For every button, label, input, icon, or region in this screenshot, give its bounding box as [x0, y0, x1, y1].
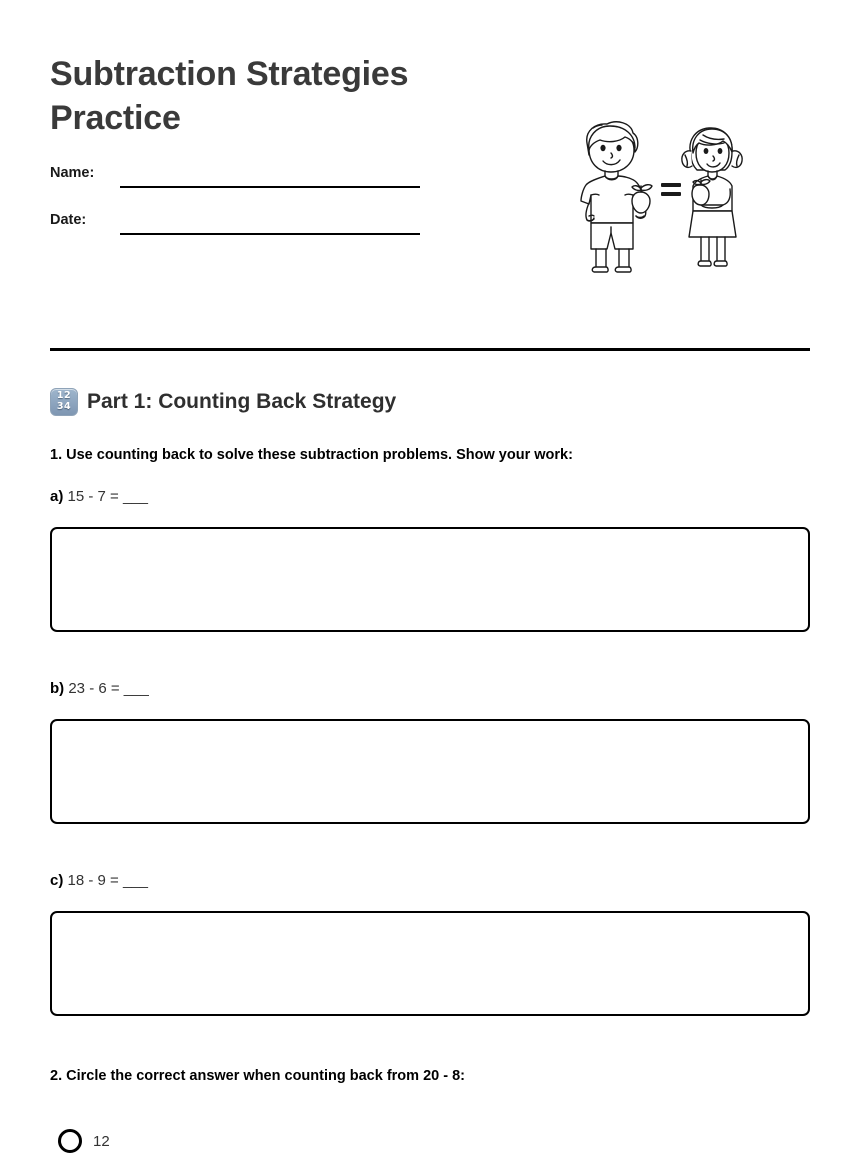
- problem-c-expression: 18 - 9 = ___: [67, 872, 148, 889]
- name-label: Name:: [50, 165, 95, 181]
- section-title: Part 1: Counting Back Strategy: [87, 390, 397, 413]
- answer-box-a[interactable]: [50, 527, 810, 632]
- circle-icon[interactable]: [58, 1129, 82, 1153]
- section-heading: [50, 388, 396, 416]
- input-numbers-icon: [50, 388, 78, 416]
- date-label: Date:: [50, 212, 87, 228]
- problem-a: [50, 488, 148, 505]
- choice-option-1-value: 12: [93, 1132, 110, 1150]
- problem-a-label: a): [50, 488, 64, 505]
- problem-c-label: c): [50, 872, 64, 889]
- icon-digits-top: 12: [56, 390, 72, 401]
- question-1-prompt: 1. Use counting back to solve these subtraction problems. Show your work:: [50, 447, 573, 463]
- problem-c: [50, 872, 148, 889]
- boy-apple-equals-girl-illustration: [565, 115, 760, 275]
- answer-box-b[interactable]: [50, 719, 810, 824]
- problem-b-expression: 23 - 6 = ___: [68, 680, 149, 697]
- question-2-prompt: 2. Circle the correct answer when counting back from 20 - 8:: [50, 1068, 465, 1084]
- section-divider: [50, 348, 810, 351]
- problem-b: [50, 680, 149, 697]
- name-write-line[interactable]: [120, 186, 420, 188]
- icon-digits-bottom: 34: [56, 400, 72, 412]
- problem-b-label: b): [50, 680, 65, 697]
- choice-option-1[interactable]: [58, 1129, 110, 1153]
- problem-a-expression: 15 - 7 = ___: [67, 488, 148, 505]
- date-write-line[interactable]: [120, 233, 420, 235]
- answer-box-c[interactable]: [50, 911, 810, 1016]
- page-title: Subtraction Strategies Practice: [50, 55, 409, 137]
